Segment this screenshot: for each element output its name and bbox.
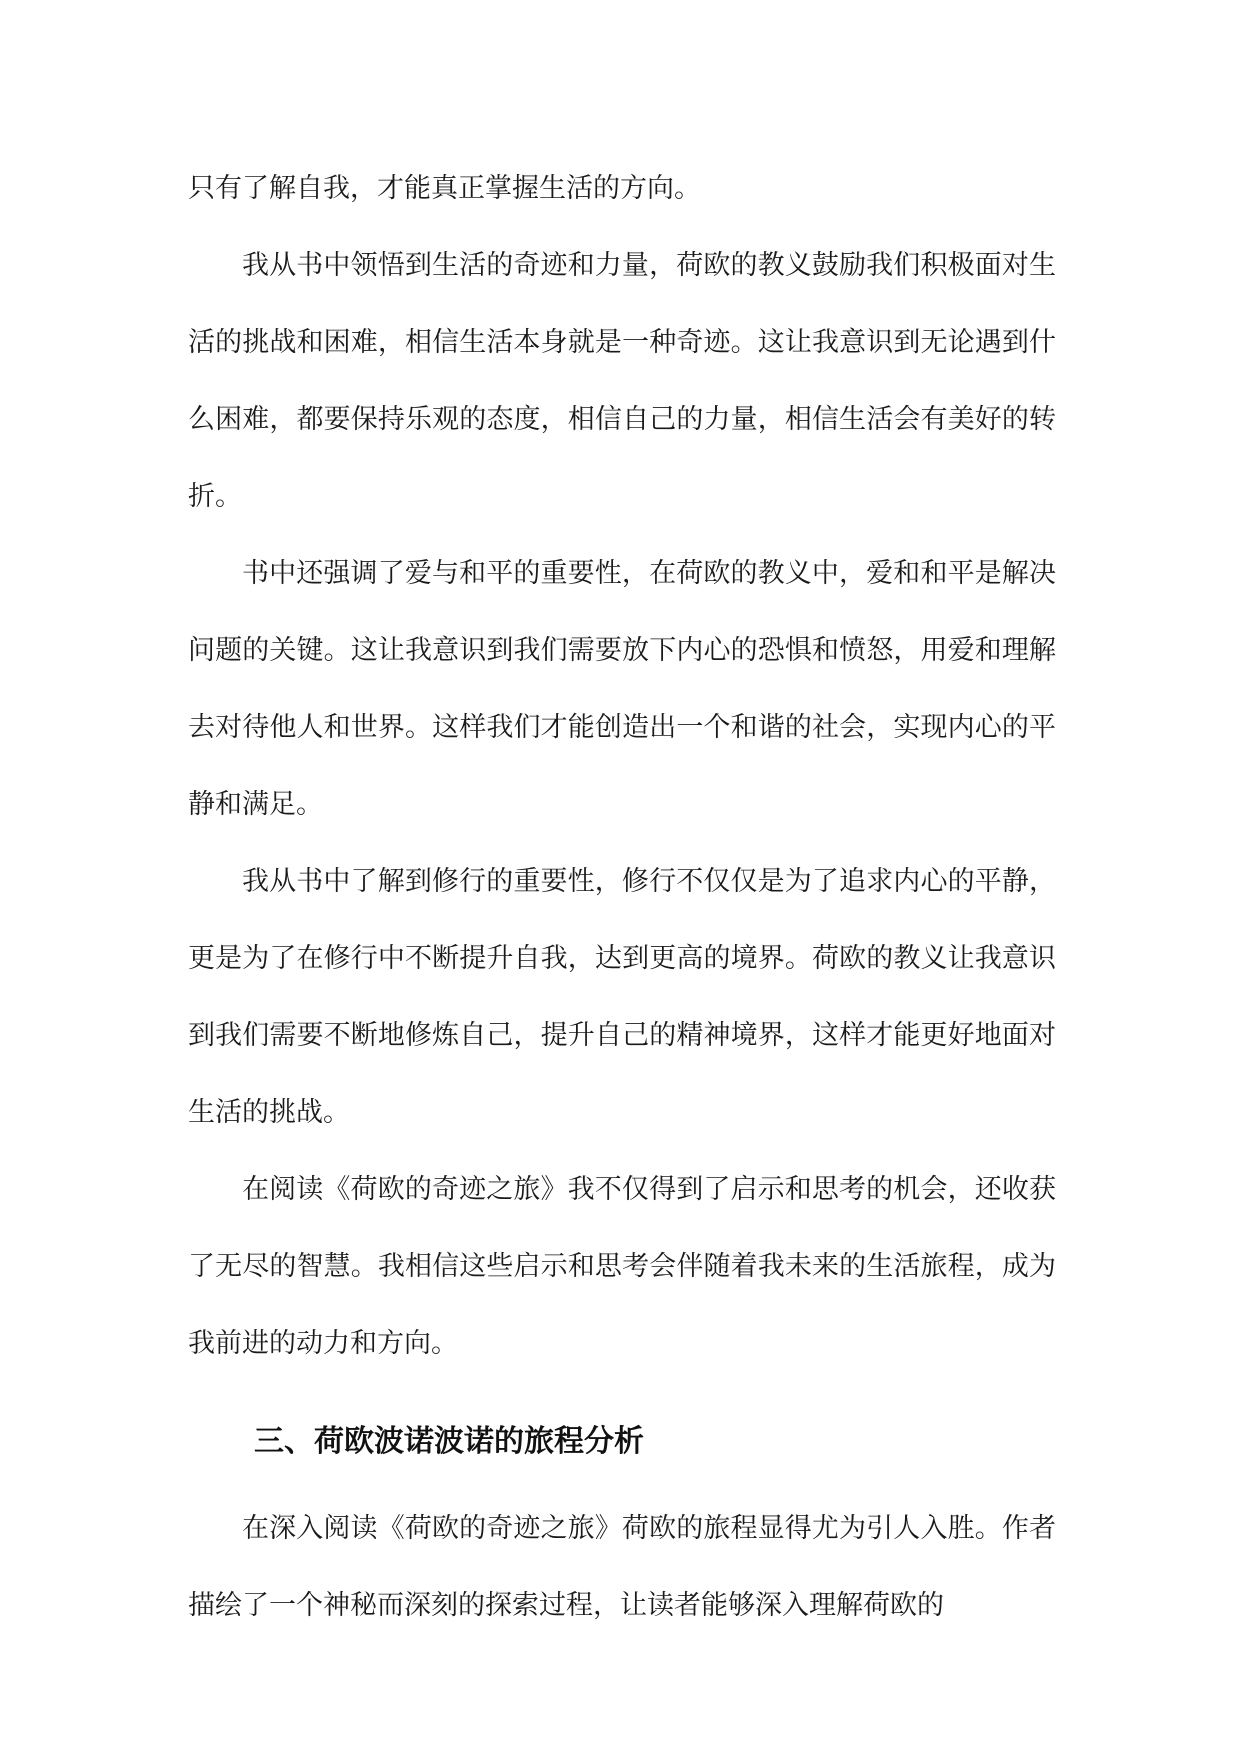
section-heading: 三、荷欧波诺波诺的旅程分析 [254, 1424, 644, 1459]
paragraph: 在阅读《荷欧的奇迹之旅》我不仅得到了启示和思考的机会，还收获了无尽的智慧。我相信这些启示和思考会伴随着我未来的生活旅程，成为我前进的动力和方向。 [188, 1174, 1056, 1359]
paragraph: 我从书中了解到修行的重要性，修行不仅仅是为了追求内心的平静，更是为了在修行中不断提升自我，达到更高的境界。荷欧的教义让我意识到我们需要不断地修炼自己，提升自己的精神境界，这样才能更好地面对生活的挑战。 [188, 866, 1056, 1128]
paragraph: 我从书中领悟到生活的奇迹和力量，荷欧的教义鼓励我们积极面对生活的挑战和困难，相信生活本身就是一种奇迹。这让我意识到无论遇到什么困难，都要保持乐观的态度，相信自己的力量，相信生活会有美好的转折。 [188, 250, 1056, 512]
paragraph: 书中还强调了爱与和平的重要性，在荷欧的教义中，爱和和平是解决问题的关键。这让我意识到我们需要放下内心的恐惧和愤怒，用爱和理解去对待他人和世界。这样我们才能创造出一个和谐的社会，实现内心的平静和满足。 [188, 558, 1056, 820]
paragraph-continuation: 只有了解自我，才能真正掌握生活的方向。 [188, 173, 701, 204]
document-page [188, 150, 1056, 1644]
paragraph: 在深入阅读《荷欧的奇迹之旅》荷欧的旅程显得尤为引人入胜。作者描绘了一个神秘而深刻的探索过程，让读者能够深入理解荷欧的 [188, 1513, 1056, 1621]
